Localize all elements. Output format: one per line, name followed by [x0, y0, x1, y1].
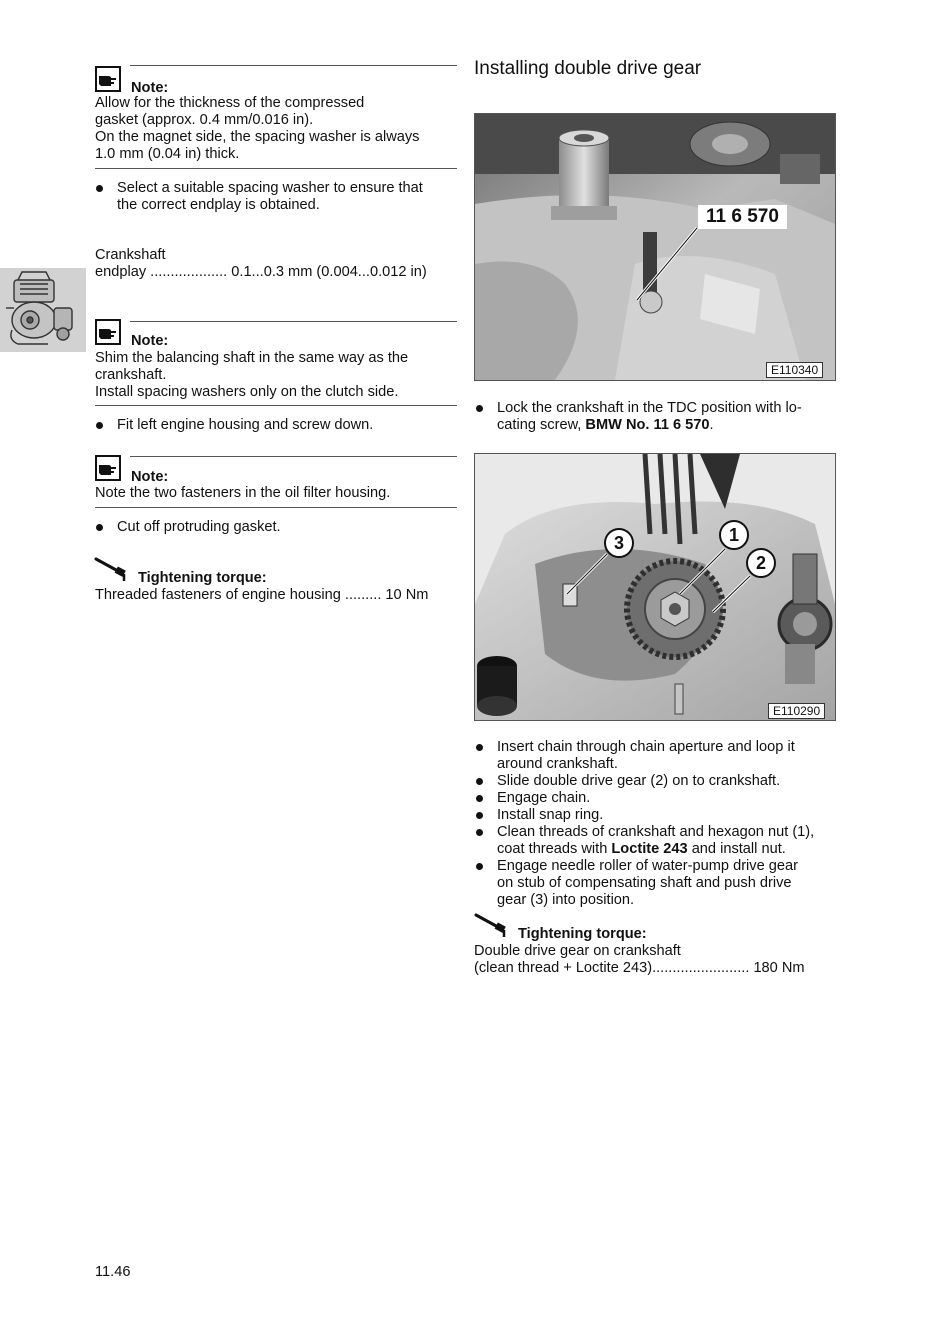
note-bottom-rule — [95, 507, 457, 508]
bullet-text: Cut off protruding gasket. — [117, 519, 281, 535]
page-number: 11.46 — [95, 1264, 131, 1280]
bullet-text: Fit left engine housing and screw down. — [117, 417, 374, 433]
note-hand-icon — [95, 319, 121, 345]
bullet-text: Engage chain. — [497, 790, 591, 806]
note-hand-icon — [95, 66, 121, 92]
section-heading: Installing double drive gear — [474, 58, 702, 79]
bullet-text: coat threads with Loctite 243 and install nut. — [497, 841, 786, 857]
note-text-line: Note the two fasteners in the oil filter housing. — [95, 485, 391, 501]
image-code: E110290 — [768, 703, 825, 719]
torque-text: Double drive gear on crankshaft — [474, 943, 681, 959]
bullet-dot — [476, 863, 483, 870]
image-code: E110340 — [766, 362, 823, 378]
torque-wrench-icon — [474, 912, 510, 938]
note-text-line: crankshaft. — [95, 367, 167, 383]
bullet-dot — [96, 524, 103, 531]
bullet-text: around crankshaft. — [497, 756, 618, 772]
note-text-line: On the magnet side, the spacing washer is always — [95, 129, 420, 145]
note-title: Note: — [131, 469, 169, 485]
torque-title: Tightening torque: — [518, 926, 647, 942]
torque-wrench-icon — [94, 556, 130, 582]
spec-label: Crankshaft — [95, 247, 166, 263]
bullet-dot — [476, 795, 483, 802]
bullet-text: the correct endplay is obtained. — [117, 197, 320, 213]
note-text-line: 1.0 mm (0.04 in) thick. — [95, 146, 240, 162]
note-text-line: Allow for the thickness of the compressed — [95, 95, 365, 111]
torque-value: (clean thread + Loctite 243)........................ 180 Nm — [474, 960, 805, 976]
bullet-text: Slide double drive gear (2) on to crankshaft. — [497, 773, 781, 789]
tool-callout-label: 11 6 570 — [698, 205, 787, 229]
bullet-dot — [476, 812, 483, 819]
bullet-text: Clean threads of crankshaft and hexagon nut (1), — [497, 824, 815, 840]
section-tab — [0, 268, 86, 352]
bullet-text: on stub of compensating shaft and push drive — [497, 875, 792, 891]
note-top-rule — [130, 456, 457, 457]
photo-drive-gear — [474, 453, 836, 721]
bullet-dot — [476, 405, 483, 412]
note-title: Note: — [131, 80, 169, 96]
bullet-dot — [476, 744, 483, 751]
bullet-text: Engage needle roller of water-pump drive gear — [497, 858, 798, 874]
bullet-text: Select a suitable spacing washer to ensure that — [117, 180, 423, 196]
note-top-rule — [130, 321, 457, 322]
note-bottom-rule — [95, 405, 457, 406]
bullet-text: Install snap ring. — [497, 807, 604, 823]
photo-locating-screw — [474, 113, 836, 381]
note-bottom-rule — [95, 168, 457, 169]
bullet-dot — [476, 829, 483, 836]
bullet-text: gear (3) into position. — [497, 892, 635, 908]
note-text-line: gasket (approx. 0.4 mm/0.016 in). — [95, 112, 314, 128]
callout-1: 1 — [719, 520, 749, 550]
engine-icon — [0, 268, 86, 352]
bullet-dot — [96, 422, 103, 429]
callout-2: 2 — [746, 548, 776, 578]
note-top-rule — [130, 65, 457, 66]
bullet-text: Insert chain through chain aperture and loop it — [497, 739, 795, 755]
callout-3: 3 — [604, 528, 634, 558]
note-text-line: Shim the balancing shaft in the same way as the — [95, 350, 409, 366]
note-text-line: Install spacing washers only on the clutch side. — [95, 384, 399, 400]
bullet-dot — [476, 778, 483, 785]
note-hand-icon — [95, 455, 121, 481]
bullet-dot — [96, 185, 103, 192]
bullet-text: Lock the crankshaft in the TDC position with lo- — [497, 400, 802, 416]
spec-value: endplay ................... 0.1...0.3 mm (0.004...0.012 in) — [95, 264, 427, 280]
bullet-text: cating screw, BMW No. 11 6 570. — [497, 417, 714, 433]
torque-value: Threaded fasteners of engine housing ......... 10 Nm — [95, 587, 429, 603]
torque-title: Tightening torque: — [138, 570, 267, 586]
note-title: Note: — [131, 333, 169, 349]
